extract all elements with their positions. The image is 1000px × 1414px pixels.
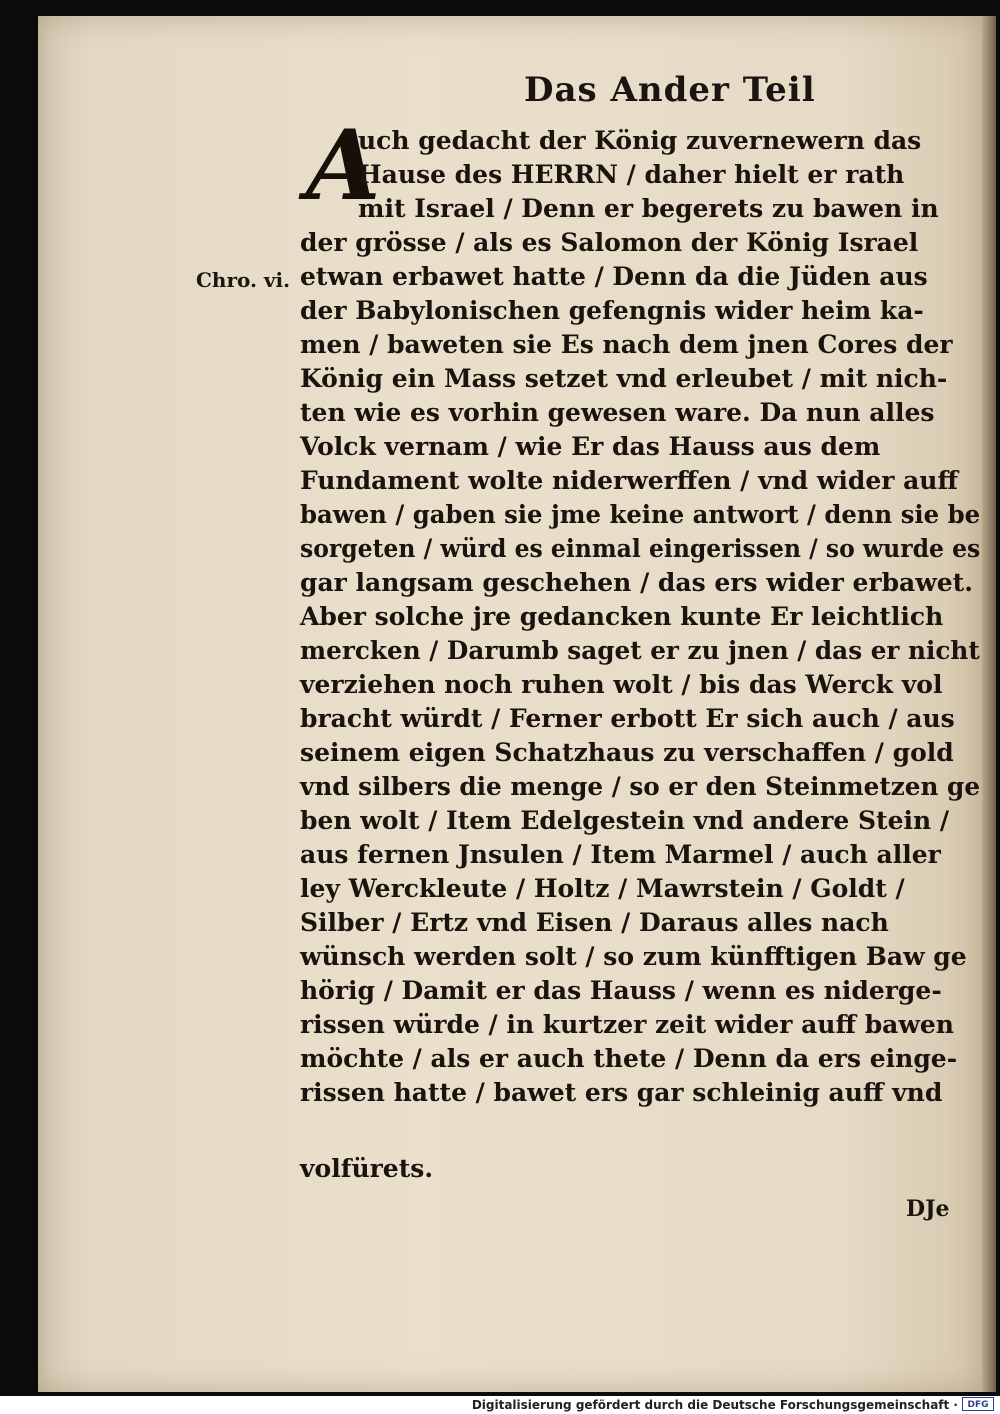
text-line: uch gedacht der König zuvernewern das [358, 126, 922, 155]
text-line: möchte / als er auch thete / Denn da ers einge- [300, 1044, 958, 1073]
text-line: men / baweten sie Es nach dem jnen Cores der [300, 330, 953, 359]
text-line: Silber / Ertz vnd Eisen / Daraus alles nach [300, 908, 889, 937]
text-line: mit Israel / Denn er begerets zu bawen in [358, 194, 939, 223]
text-line: bawen / gaben sie jme keine antwort / denn sie be [300, 500, 981, 529]
text-line: aus fernen Jnsulen / Item Marmel / auch aller [300, 840, 941, 869]
drop-cap: A [306, 109, 381, 222]
text-line: mercken / Darumb saget er zu jnen / das er nicht [300, 636, 980, 665]
text-line: Hause des HERRN / daher hielt er rath [358, 160, 905, 189]
text-line: verziehen noch ruhen wolt / bis das Werck vol [300, 670, 943, 699]
running-header: Das Ander Teil [524, 70, 816, 110]
text-line: der Babylonischen gefengnis wider heim ka- [300, 296, 924, 325]
page-edge [982, 16, 996, 1392]
text-line: ben wolt / Item Edelgestein vnd andere Stein / [300, 806, 950, 835]
text-line: Volck vernam / wie Er das Hauss aus dem [300, 432, 881, 461]
text-line: Fundament wolte niderwerffen / vnd wider auff [300, 466, 959, 495]
text-line: rissen würde / in kurtzer zeit wider auff bawen [300, 1010, 954, 1039]
text-line: hörig / Damit er das Hauss / wenn es niderge- [300, 976, 942, 1005]
text-line: vnd silbers die menge / so er den Steinmetzen ge [300, 772, 981, 801]
dfg-logo: DFG [962, 1397, 994, 1411]
text-line: bracht würdt / Ferner erbott Er sich auch / aus [300, 704, 955, 733]
text-line: sorgeten / würd es einmal eingerissen / so wurde es [300, 534, 981, 563]
text-line: seinem eigen Schatzhaus zu verschaffen / gold [300, 738, 954, 767]
text-line: volfürets. [300, 1154, 434, 1183]
text-line: wünsch werden solt / so zum künfftigen Baw ge [300, 942, 967, 971]
text-line: etwan erbawet hatte / Denn da die Jüden aus [300, 262, 928, 291]
text-line: ley Werckleute / Holtz / Mawrstein / Goldt / [300, 874, 905, 903]
text-line: ten wie es vorhin gewesen ware. Da nun alles [300, 398, 935, 427]
text-line: Aber solche jre gedancken kunte Er leichtlich [300, 602, 944, 631]
margin-note: Chro. vi. [196, 268, 291, 292]
catchword: DJe [906, 1196, 950, 1222]
text-line: rissen hatte / bawet ers gar schleinig auff vnd [300, 1078, 943, 1107]
text-line: der grösse / als es Salomon der König Israel [300, 228, 919, 257]
footer-credit: Digitalisierung gefördert durch die Deutsche Forschungsgemeinschaft · [471, 1398, 958, 1412]
text-line: gar langsam geschehen / das ers wider erbawet. [300, 568, 973, 597]
text-line: König ein Mass setzet vnd erleubet / mit nich- [300, 364, 948, 393]
